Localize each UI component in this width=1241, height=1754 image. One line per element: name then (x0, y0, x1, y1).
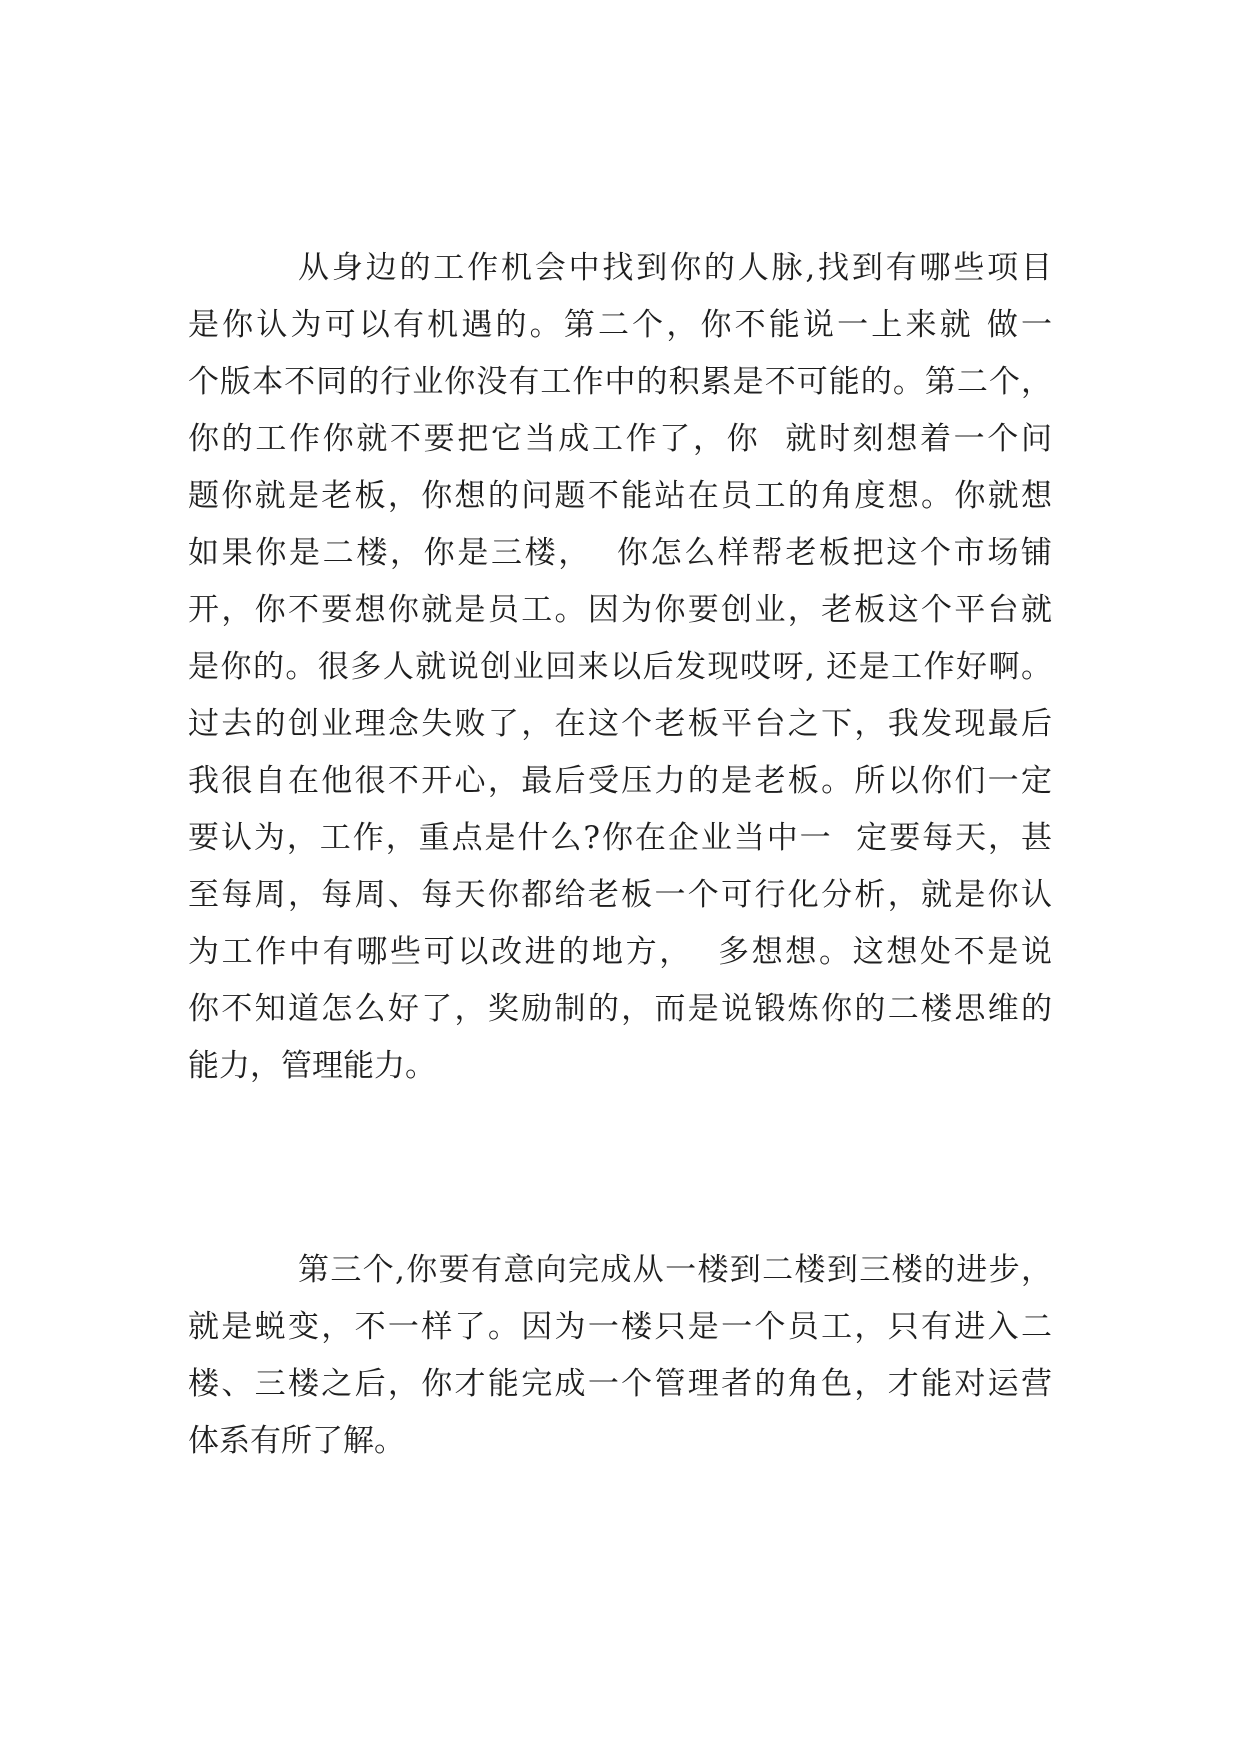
paragraph-1 (188, 240, 1052, 1095)
text-line: 开，你不要想你就是员工。因为你要创业，老板这个平台就 (188, 592, 1052, 628)
text-line: 我很自在他很不开心，最后受压力的是老板。所以你们一定 (188, 763, 1052, 799)
text-line: 体系有所了解。 (188, 1423, 405, 1459)
text-line: 是你认为可以有机遇的。第二个，你不能说一上来就 做一 (188, 307, 1052, 343)
text-line: 如果你是二楼，你是三楼， 你怎么样帮老板把这个市场铺 (188, 535, 1052, 571)
paragraph-2 (188, 1242, 1052, 1470)
text-line: 第三个,你要有意向完成从一楼到二楼到三楼的进步， (298, 1252, 1052, 1288)
text-line: 就是蜕变，不一样了。因为一楼只是一个员工，只有进入二 (188, 1309, 1052, 1345)
text-line: 过去的创业理念失败了，在这个老板平台之下，我发现最后 (188, 706, 1052, 742)
text-line: 是你的。很多人就说创业回来以后发现哎呀, 还是工作好啊。 (188, 649, 1052, 685)
text-line: 题你就是老板，你想的问题不能站在员工的角度想。你就想 (188, 478, 1052, 514)
text-line: 能力，管理能力。 (188, 1048, 436, 1084)
text-line: 要认为，工作，重点是什么?你在企业当中一 定要每天，甚 (188, 820, 1052, 856)
text-line: 你不知道怎么好了，奖励制的，而是说锻炼你的二楼思维的 (188, 991, 1052, 1027)
text-line: 个版本不同的行业你没有工作中的积累是不可能的。第二个， (188, 364, 1052, 400)
text-line: 为工作中有哪些可以改进的地方， 多想想。这想处不是说 (188, 934, 1052, 970)
text-line: 从身边的工作机会中找到你的人脉,找到有哪些项目 (298, 250, 1052, 286)
text-line: 至每周，每周、每天你都给老板一个可行化分析，就是你认 (188, 877, 1052, 913)
text-line: 楼、三楼之后，你才能完成一个管理者的角色，才能对运营 (188, 1366, 1052, 1402)
text-line: 你的工作你就不要把它当成工作了，你 就时刻想着一个问 (188, 421, 1052, 457)
